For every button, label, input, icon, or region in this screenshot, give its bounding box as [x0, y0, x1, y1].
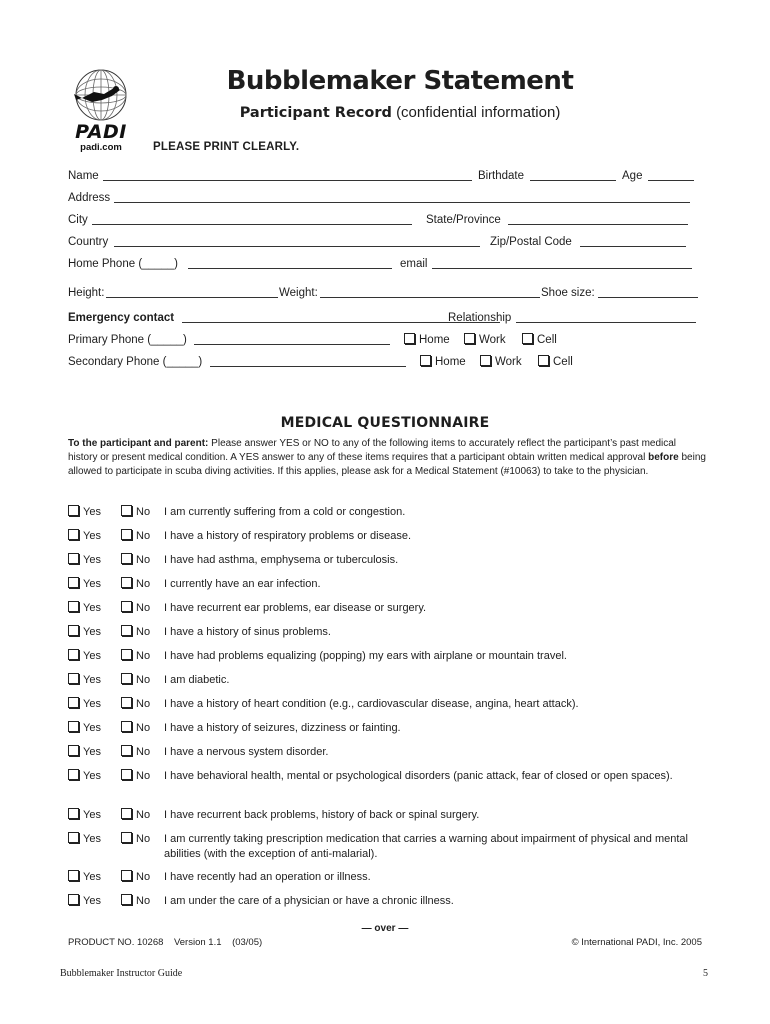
checkbox-icon: [121, 601, 132, 612]
no-checkbox[interactable]: No: [121, 745, 150, 760]
no-checkbox[interactable]: No: [121, 649, 150, 664]
state-label: State/Province: [426, 214, 501, 226]
home-phone-input-line[interactable]: [188, 257, 392, 269]
no-checkbox[interactable]: No: [121, 870, 150, 885]
height-label: Height:: [68, 287, 105, 299]
checkbox-icon: [121, 625, 132, 636]
padi-logo: [70, 68, 132, 158]
yes-checkbox[interactable]: Yes: [68, 649, 101, 664]
weight-input-line[interactable]: [320, 286, 540, 298]
yes-checkbox[interactable]: Yes: [68, 625, 101, 640]
question-text: I have a nervous system disorder.: [164, 746, 329, 758]
no-checkbox[interactable]: No: [121, 577, 150, 592]
checkbox-icon: [68, 721, 79, 732]
checkbox-icon: [68, 769, 79, 780]
yes-checkbox[interactable]: Yes: [68, 808, 101, 823]
state-input-line[interactable]: [508, 213, 688, 225]
relationship-label: Relationship: [448, 312, 512, 324]
checkbox-icon: [68, 745, 79, 756]
subtitle-rest: (confidential information): [396, 104, 561, 121]
checkbox-icon: [121, 769, 132, 780]
primary-work-checkbox[interactable]: Work: [464, 333, 506, 347]
yes-checkbox[interactable]: Yes: [68, 673, 101, 688]
zip-input-line[interactable]: [580, 235, 686, 247]
question-text: I have a history of sinus problems.: [164, 626, 331, 638]
shoe-label: Shoe size:: [541, 287, 595, 299]
primary-cell-checkbox[interactable]: Cell: [522, 333, 557, 347]
yes-checkbox[interactable]: Yes: [68, 832, 101, 847]
subtitle-bold: Participant Record: [239, 105, 392, 121]
checkbox-icon: [68, 505, 79, 516]
yes-checkbox[interactable]: Yes: [68, 601, 101, 616]
medical-intro: [68, 437, 708, 480]
primary-phone-label: Primary Phone (_____): [68, 334, 187, 346]
yes-checkbox[interactable]: Yes: [68, 697, 101, 712]
product-version: Version 1.1: [173, 937, 222, 948]
country-label: Country: [68, 236, 109, 248]
globe-diver-icon: [70, 68, 132, 124]
yes-checkbox[interactable]: Yes: [68, 769, 101, 784]
yes-checkbox[interactable]: Yes: [68, 577, 101, 592]
yes-checkbox[interactable]: Yes: [68, 745, 101, 760]
question-text: I am currently suffering from a cold or congestion.: [164, 506, 406, 518]
checkbox-icon: [121, 529, 132, 540]
product-date: (03/05): [232, 937, 263, 948]
question-text: I have recently had an operation or illness.: [164, 871, 371, 883]
shoe-input-line[interactable]: [598, 286, 698, 298]
relationship-input-line[interactable]: [516, 311, 696, 323]
checkbox-icon: [121, 553, 132, 564]
checkbox-icon: [68, 625, 79, 636]
secondary-phone-label: Secondary Phone (_____): [68, 356, 203, 368]
secondary-work-checkbox[interactable]: Work: [480, 355, 522, 369]
intro-text-a: Please answer YES or NO to any of the following items to accurately reflect the participant’s past medical history or present medical condition. A YES answer to any of these items requires that a participant obtain written medical approval: [68, 438, 677, 464]
no-checkbox[interactable]: No: [121, 529, 150, 544]
checkbox-icon: [121, 721, 132, 732]
no-checkbox[interactable]: No: [121, 505, 150, 520]
checkbox-icon: [522, 333, 533, 344]
no-checkbox[interactable]: No: [121, 769, 150, 784]
product-info: [68, 937, 262, 948]
checkbox-icon: [121, 673, 132, 684]
checkbox-icon: [68, 808, 79, 819]
no-checkbox[interactable]: No: [121, 697, 150, 712]
secondary-home-checkbox[interactable]: Home: [420, 355, 466, 369]
emergency-label: Emergency contact: [68, 312, 175, 324]
birthdate-input-line[interactable]: [530, 169, 616, 181]
page-subtitle: [160, 104, 640, 121]
logo-url: padi.com: [80, 142, 122, 153]
checkbox-icon: [68, 673, 79, 684]
height-input-line[interactable]: [106, 286, 278, 298]
checkbox-icon: [480, 355, 491, 366]
over-note: — over —: [361, 923, 409, 934]
question-text: I have a history of respiratory problems or disease.: [164, 530, 412, 542]
question-text: I have had problems equalizing (popping) my ears with airplane or mountain travel.: [164, 650, 567, 662]
question-text: I am under the care of a physician or have a chronic illness.: [164, 895, 454, 907]
checkbox-icon: [68, 601, 79, 612]
logo-wordmark: PADI: [75, 121, 127, 143]
address-input-line[interactable]: [114, 191, 690, 203]
checkbox-icon: [121, 894, 132, 905]
yes-checkbox[interactable]: Yes: [68, 505, 101, 520]
checkbox-icon: [121, 505, 132, 516]
question-text: I am diabetic.: [164, 674, 230, 686]
question-text: I have recurrent ear problems, ear disease or surgery.: [164, 602, 427, 614]
no-checkbox[interactable]: No: [121, 553, 150, 568]
yes-checkbox[interactable]: Yes: [68, 553, 101, 568]
city-input-line[interactable]: [92, 213, 412, 225]
question-text: I have recurrent back problems, history of back or spinal surgery.: [164, 809, 480, 821]
email-input-line[interactable]: [432, 257, 692, 269]
checkbox-icon: [420, 355, 431, 366]
intro-text-b: being allowed to participate in scuba diving activities. If this applies, please ask for a Medical Statement (#10063) to take to the physician.: [68, 452, 706, 478]
city-label: City: [68, 214, 88, 226]
checkbox-icon: [121, 649, 132, 660]
secondary-cell-checkbox[interactable]: Cell: [538, 355, 573, 369]
checkbox-icon: [68, 870, 79, 881]
secondary-phone-input-line[interactable]: [210, 355, 406, 367]
email-label: email: [400, 258, 428, 270]
no-checkbox[interactable]: No: [121, 894, 150, 909]
checkbox-icon: [68, 697, 79, 708]
page-title: Bubblemaker Statement: [226, 66, 574, 96]
primary-home-checkbox[interactable]: Home: [404, 333, 450, 347]
checkbox-icon: [121, 832, 132, 843]
print-note: PLEASE PRINT CLEARLY.: [153, 141, 300, 153]
page-number: 5: [703, 968, 708, 979]
question-text: I have had asthma, emphysema or tuberculosis.: [164, 554, 399, 566]
copyright: © International PADI, Inc. 2005: [571, 937, 702, 948]
checkbox-icon: [464, 333, 475, 344]
checkbox-icon: [121, 808, 132, 819]
medical-questionnaire-title: MEDICAL QUESTIONNAIRE: [280, 415, 490, 431]
no-checkbox[interactable]: No: [121, 808, 150, 823]
question-text: I currently have an ear infection.: [164, 578, 321, 590]
question-text: I have a history of seizures, dizziness or fainting.: [164, 722, 401, 734]
weight-label: Weight:: [279, 287, 318, 299]
question-text: I am currently taking prescription medication that carries a warning about impairment of physical and mental abilities (with the exception of anti-malarial).: [164, 833, 688, 860]
guide-name: Bubblemaker Instructor Guide: [60, 968, 183, 979]
checkbox-icon: [68, 894, 79, 905]
yes-checkbox[interactable]: Yes: [68, 721, 101, 736]
intro-lead: To the participant and parent:: [68, 438, 209, 449]
yes-checkbox[interactable]: Yes: [68, 870, 101, 885]
checkbox-icon: [121, 577, 132, 588]
primary-phone-input-line[interactable]: [194, 333, 390, 345]
checkbox-icon: [68, 553, 79, 564]
no-checkbox[interactable]: No: [121, 625, 150, 640]
checkbox-icon: [538, 355, 549, 366]
checkbox-icon: [121, 745, 132, 756]
name-label: Name: [68, 170, 99, 182]
question-text: I have behavioral health, mental or psychological disorders (panic attack, fear of closed or open spaces).: [164, 770, 673, 782]
no-checkbox[interactable]: No: [121, 673, 150, 688]
checkbox-icon: [68, 577, 79, 588]
name-input-line[interactable]: [103, 169, 472, 181]
product-number: PRODUCT NO. 10268: [68, 937, 164, 948]
question-text: I have a history of heart condition (e.g., cardiovascular disease, angina, heart attack).: [164, 698, 579, 710]
checkbox-icon: [121, 870, 132, 881]
checkbox-icon: [68, 832, 79, 843]
country-input-line[interactable]: [114, 235, 480, 247]
yes-checkbox[interactable]: Yes: [68, 529, 101, 544]
address-label: Address: [68, 192, 111, 204]
no-checkbox[interactable]: No: [121, 601, 150, 616]
zip-label: Zip/Postal Code: [490, 236, 572, 248]
birthdate-label: Birthdate: [478, 170, 525, 182]
age-input-line[interactable]: [648, 169, 694, 181]
intro-bold: before: [648, 452, 679, 464]
yes-checkbox[interactable]: Yes: [68, 894, 101, 909]
age-label: Age: [622, 170, 643, 182]
checkbox-icon: [68, 649, 79, 660]
checkbox-icon: [68, 529, 79, 540]
checkbox-icon: [121, 697, 132, 708]
checkbox-icon: [404, 333, 415, 344]
no-checkbox[interactable]: No: [121, 721, 150, 736]
home-phone-label: Home Phone (_____): [68, 258, 178, 270]
no-checkbox[interactable]: No: [121, 832, 150, 847]
